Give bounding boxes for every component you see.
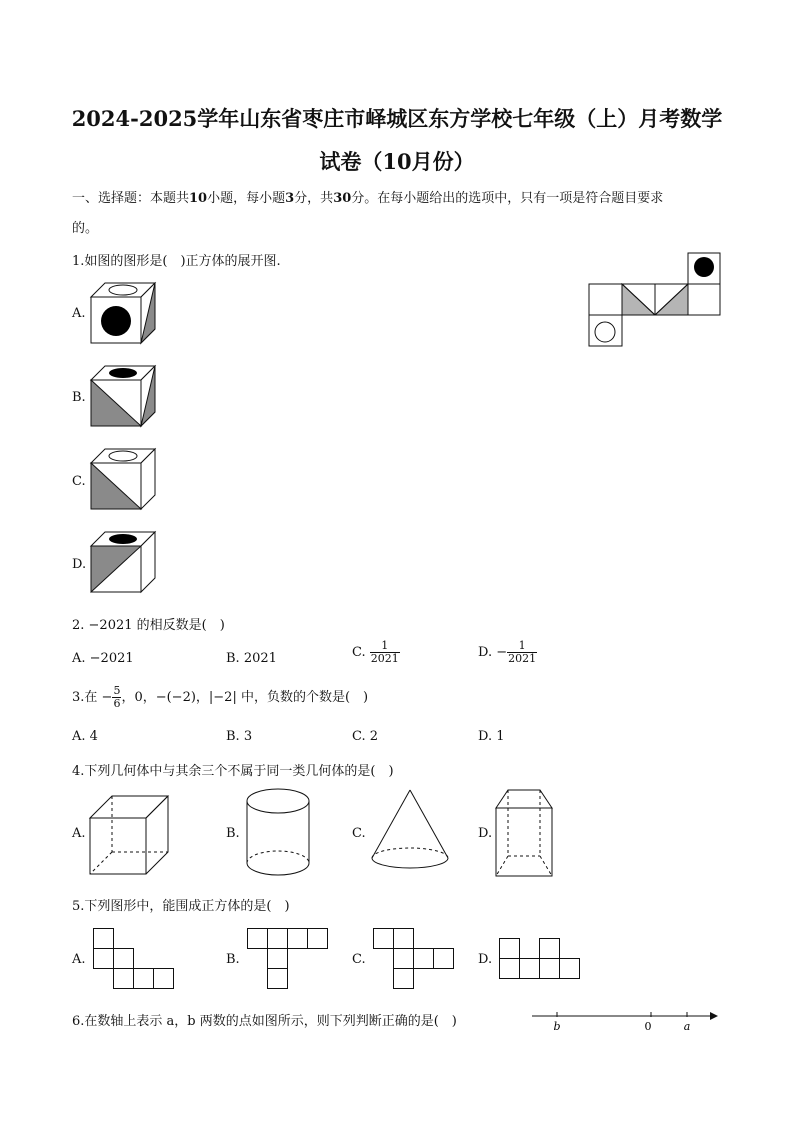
- q6-label-a: a: [683, 1020, 691, 1033]
- q1-stem: 1.如图的图形是( )正方体的展开图.: [72, 254, 281, 269]
- q5-option-d[interactable]: D.: [478, 952, 493, 967]
- q2-d-fraction: [507, 640, 537, 665]
- q4-cube-figure: [90, 796, 170, 876]
- intro-total: 30: [333, 191, 352, 206]
- q6-stem: 6.在数轴上表示 a，b 两数的点如图所示，则下列判断正确的是( ): [72, 1014, 457, 1029]
- q1-cube-b: [91, 366, 157, 428]
- q4-stem: 4.下列几何体中与其余三个不属于同一类几何体的是( ): [72, 764, 394, 779]
- q2-option-c[interactable]: [352, 640, 400, 665]
- q1-option-c[interactable]: C.: [72, 474, 86, 489]
- intro-suffix: 分。在每小题给出的选项中，只有一项是符合题目要求: [351, 191, 664, 206]
- q5-net-d: [499, 938, 581, 980]
- q4-prism-figure: [494, 788, 556, 880]
- q2-option-a[interactable]: A. −2021: [72, 651, 134, 666]
- q6-label-zero: 0: [644, 1020, 652, 1033]
- q3-option-c[interactable]: C. 2: [352, 729, 379, 744]
- q3-prefix: 3.在 −: [72, 690, 113, 705]
- q1-cube-d: [91, 532, 157, 594]
- q4-option-d[interactable]: D.: [478, 826, 493, 841]
- q2-option-d[interactable]: [478, 640, 537, 665]
- q5-option-a[interactable]: A.: [72, 952, 86, 967]
- q3-frac-num: 5: [113, 684, 121, 697]
- q1-option-b[interactable]: B.: [72, 390, 86, 405]
- q4-option-a[interactable]: A.: [72, 826, 86, 841]
- q1-cube-c: [91, 449, 157, 511]
- q2-d-den: 2021: [508, 652, 537, 665]
- q2-option-b[interactable]: B. 2021: [226, 651, 277, 666]
- section-intro-line2: 的。: [72, 221, 99, 236]
- q5-option-c[interactable]: C.: [352, 952, 366, 967]
- q4-option-b[interactable]: B.: [226, 826, 240, 841]
- q3-frac-den: 6: [113, 697, 121, 710]
- q4-cone-figure: [370, 788, 452, 878]
- q1-option-a[interactable]: A.: [72, 306, 86, 321]
- intro-mid1: 小题，每小题: [207, 191, 286, 206]
- q1-option-d[interactable]: D.: [72, 557, 87, 572]
- q5-option-b[interactable]: B.: [226, 952, 240, 967]
- intro-per-q: 3: [285, 191, 295, 206]
- section-intro: [72, 187, 663, 206]
- q3-option-b[interactable]: B. 3: [226, 729, 253, 744]
- q5-net-a: [93, 928, 175, 990]
- q2-d-num: 1: [507, 640, 537, 653]
- intro-prefix: 一、选择题：本题共: [72, 191, 190, 206]
- q3-suffix: ，0，−(−2)，|−2| 中，负数的个数是( ): [121, 690, 369, 705]
- q3-stem: [72, 685, 368, 710]
- q1-cube-net: [588, 252, 722, 348]
- q5-stem: 5.下列图形中，能围成正方体的是( ): [72, 899, 290, 914]
- q5-net-b: [247, 928, 329, 990]
- q3-option-a[interactable]: A. 4: [72, 729, 98, 744]
- page-title-line2: 试卷（10月份）: [319, 149, 475, 174]
- q3-option-d[interactable]: D. 1: [478, 729, 505, 744]
- intro-count: 10: [189, 191, 208, 206]
- q2-c-fraction: [370, 640, 400, 665]
- q2-c-label: C.: [352, 645, 366, 660]
- q2-d-label: D. −: [478, 645, 508, 660]
- q6-label-b: b: [553, 1020, 561, 1033]
- q2-stem: 2. −2021 的相反数是( ): [72, 618, 225, 633]
- q6-number-line: [530, 1008, 722, 1034]
- q1-cube-a: [91, 283, 157, 345]
- q2-c-num: 1: [370, 640, 400, 653]
- q4-cylinder-figure: [245, 787, 313, 877]
- q2-c-den: 2021: [370, 652, 399, 665]
- intro-mid2: 分，共: [294, 191, 334, 206]
- page-title-line1: 2024-2025学年山东省枣庄市峄城区东方学校七年级（上）月考数学: [71, 106, 723, 131]
- q4-option-c[interactable]: C.: [352, 826, 366, 841]
- q5-net-c: [373, 928, 455, 990]
